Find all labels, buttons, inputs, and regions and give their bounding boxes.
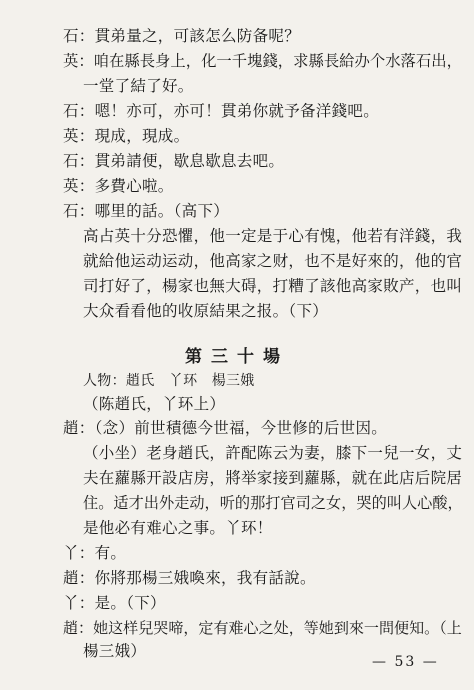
text-line-16: 夫在蘿縣开設店房，將举家接到蘿縣，就在此店后院居 [83, 469, 463, 487]
text-line-4: 石：嗯！亦可，亦可！貫弟你就予备洋錢吧。 [63, 102, 380, 120]
text-line-5: 英：現成，現成。 [63, 127, 190, 145]
text-line-22: 趙：她这样兒哭啼，定有难心之处，等她到來一問便知。（上 [63, 619, 462, 637]
text-line-3: 一堂了結了好。 [83, 77, 194, 95]
text-line-8: 石：哪里的話。（高下） [63, 202, 230, 220]
text-line-1: 石：貫弟量之，可該怎么防备呢？ [63, 27, 301, 45]
text-line-14: 趙：（念）前世積德今世福，今世修的后世因。 [63, 419, 388, 437]
text-line-10: 就給他运动运动，他高家之财，也不是好來的，他的官 [83, 252, 463, 270]
text-line-19: 丫：有。 [63, 544, 127, 562]
text-line-7: 英：多費心啦。 [63, 177, 174, 195]
text-line-13: （陈趙氏，丫环上） [83, 395, 226, 413]
text-line-21: 丫：是。（下） [63, 594, 166, 612]
text-line-9: 高占英十分恐懼，他一定是于心有愧，他若有洋錢，我 [83, 227, 463, 245]
text-line-2: 英：咱在縣長身上，化一千塊錢，求縣長給办个水落石出， [63, 52, 462, 70]
scene-heading: 第三十場 [185, 347, 289, 367]
cast-list: 人物：趙氏 丫环 楊三娥 [83, 373, 255, 389]
text-line-11: 司打好了，楊家也無大碍，打糟了該他高家敗产，也叫 [83, 277, 463, 295]
text-line-20: 趙：你將那楊三娥喚來，我有話說。 [63, 569, 316, 587]
page-number: — 53 — [372, 654, 439, 670]
text-line-12: 大众看看他的收原結果之报。（下） [83, 302, 329, 320]
text-line-17: 住。适才出外走动，听的那打官司之女，哭的叫人心酸， [83, 494, 463, 512]
text-line-23: 楊三娥） [83, 642, 147, 660]
text-line-15: （小坐）老身趙氏，許配陈云为妻，膝下一兒一女，丈 [83, 444, 463, 462]
text-line-18: 是他必有难心之事。丫环！ [83, 519, 273, 537]
text-line-6: 石：貫弟請便，歇息歇息去吧。 [63, 152, 285, 170]
